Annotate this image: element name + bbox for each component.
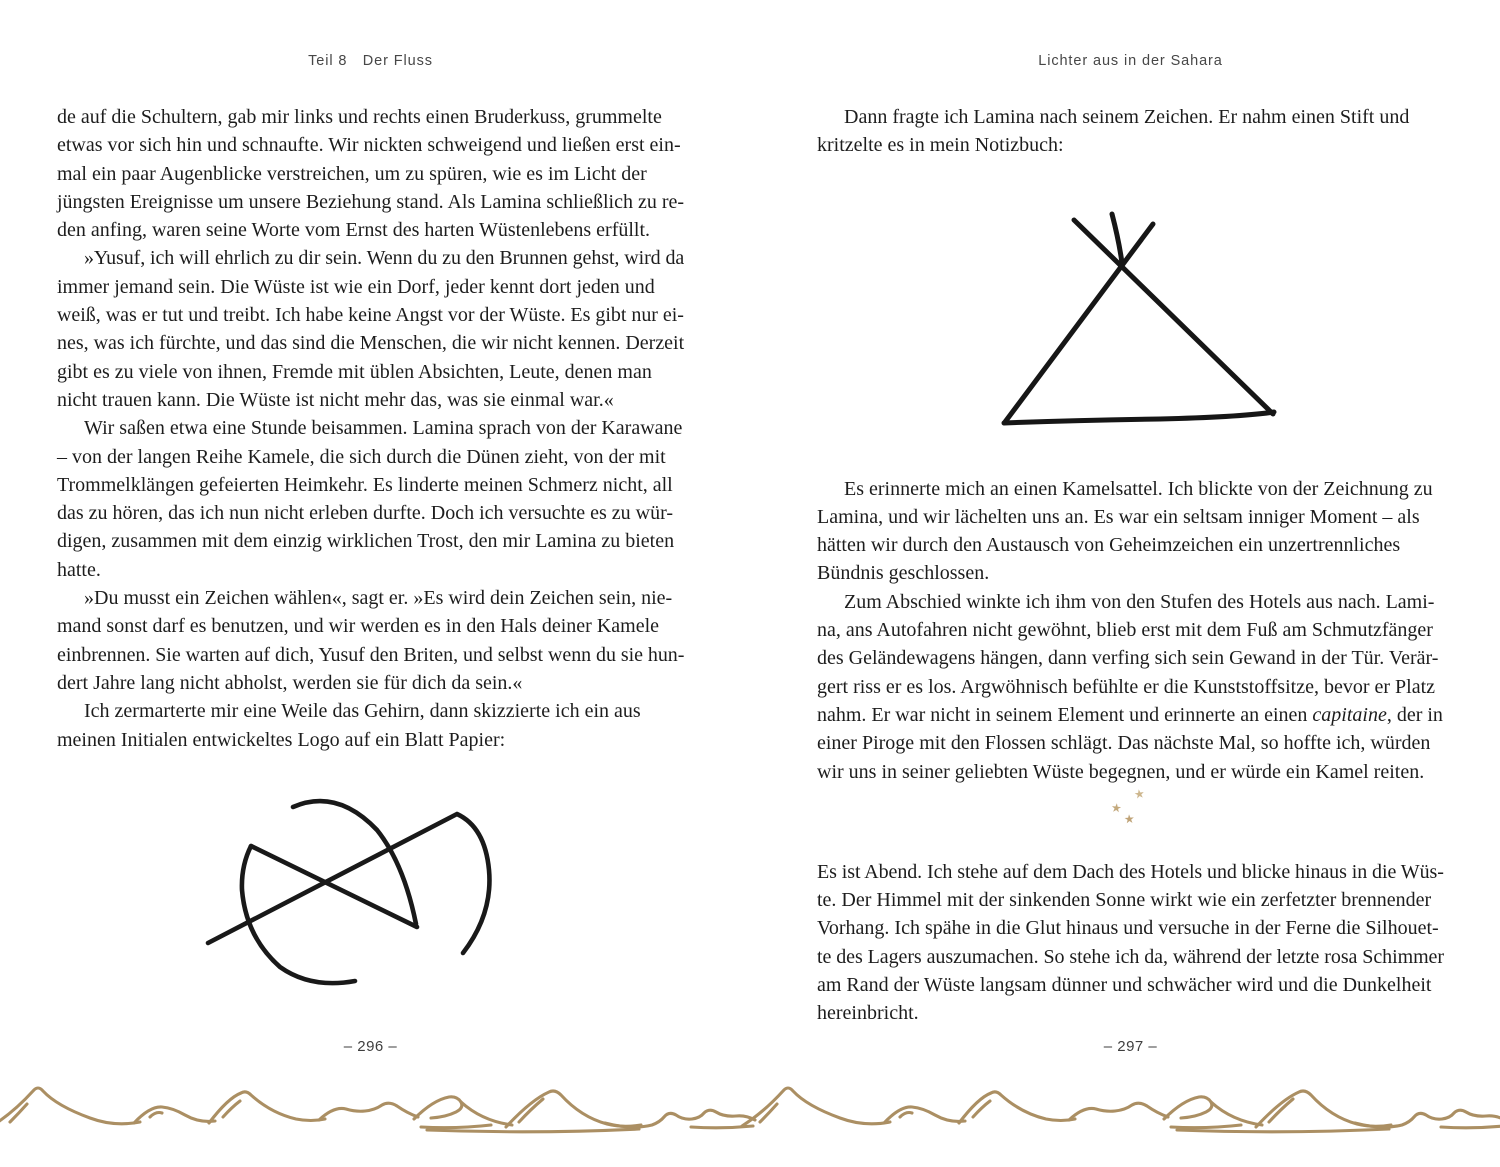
text-line: Bündnis geschlossen. [817, 562, 990, 585]
tipi-sketch-block [817, 193, 1444, 453]
text-line: dert Jahre lang nicht abholst, werden sie für dich da sein.« [57, 671, 523, 694]
page-number: – 296 – [343, 1038, 398, 1055]
tipi-sketch [960, 193, 1340, 453]
text-line: Es erinnerte mich an einen Kamelsattel. Ich blickte von der Zeichnung zu [844, 477, 1433, 500]
text-line: einer Piroge mit den Flossen schlägt. Das nächste Mal, so hoffte ich, würden [817, 732, 1431, 755]
text-line: Wir saßen etwa eine Stunde beisammen. Lamina sprach von der Karawane [84, 417, 683, 440]
text-line: gibt es zu viele von ihnen, Fremde mit üblen Absichten, Leute, denen man [57, 360, 652, 383]
paragraph [57, 414, 684, 584]
paragraph [57, 244, 684, 414]
text-line: immer jemand sein. Die Wüste ist wie ein Dorf, jeder kennt dort jeden und [57, 275, 655, 298]
initials-logo-sketch-block [57, 770, 684, 1030]
page-body [57, 103, 684, 1030]
text-line: Vorhang. Ich spähe in die Glut hinaus und versuche in der Ferne die Silhouet- [817, 917, 1439, 940]
text-line: mal ein paar Augenblicke verstreichen, um zu spüren, wie es im Licht der [57, 162, 647, 185]
text-line: digen, zusammen mit dem einzig wirklichen Trost, den mir Lamina zu bieten [57, 530, 675, 553]
text-line: hereinbricht. [817, 1002, 919, 1025]
text-line: wir uns in seiner geliebten Wüste begegnen, und er würde ein Kamel reiten. [817, 760, 1425, 783]
text-line: Lamina, und wir lächelten uns an. Es war ein seltsam inniger Moment – als [817, 505, 1420, 528]
text-line: das zu hören, das ich nun nicht erleben durfte. Doch ich versuchte es zu wür- [57, 502, 674, 525]
text-line: Dann fragte ich Lamina nach seinem Zeichen. Er nahm einen Stift und [844, 106, 1410, 128]
book-page-right [817, 0, 1444, 1167]
text-line: – von der langen Reihe Kamele, die sich durch die Dünen zieht, von der mit [57, 445, 666, 468]
stars-ornament [817, 786, 1444, 858]
text-line: »Yusuf, ich will ehrlich zu dir sein. Wenn du zu den Brunnen gehst, wird da [84, 247, 685, 270]
text-line: mand sonst darf es benutzen, und wir werden es in den Hals deiner Kamele [57, 615, 660, 638]
star-icon: ★ [1110, 800, 1123, 816]
paragraph [817, 588, 1444, 786]
paragraph [57, 697, 684, 754]
paragraph [57, 584, 684, 697]
text-line: kritzelte es in mein Notizbuch: [817, 134, 1064, 157]
paragraph [817, 858, 1444, 1028]
text-line: hatte. [57, 558, 101, 581]
text-line: nes, was ich fürchte, und das sind die Menschen, die wir nicht kennen. Derzeit [57, 332, 685, 355]
text-line: Zum Abschied winkte ich ihm von den Stufen des Hotels aus nach. Lami- [844, 590, 1435, 613]
running-header: Teil 8 Der Fluss [308, 53, 433, 69]
text-line: den anfing, waren seine Worte vom Ernst des harten Wüstenlebens erfüllt. [57, 219, 651, 242]
paragraph [817, 103, 1444, 160]
text-line: nahm. Er war nicht in seinem Element und erinnerte an einen capitaine, der in [817, 703, 1443, 726]
text-line: Ich zermarterte mir eine Weile das Gehirn, dann skizzierte ich ein aus [84, 700, 641, 723]
page-body [817, 103, 1444, 1028]
running-header: Lichter aus in der Sahara [1038, 53, 1223, 69]
text-line: am Rand der Wüste langsam dünner und schwächer wird und die Dunkelheit [817, 974, 1432, 997]
text-line: Es ist Abend. Ich stehe auf dem Dach des Hotels und blicke hinaus in die Wüs- [817, 860, 1444, 883]
initials-logo-sketch [170, 770, 590, 1030]
book-page-left [57, 0, 684, 1167]
desert-dunes-illustration [0, 1066, 1500, 1146]
paragraph [57, 103, 684, 244]
text-line: hätten wir durch den Austausch von Geheimzeichen ein unzertrennliches [817, 534, 1401, 557]
star-icon: ★ [1133, 786, 1146, 802]
text-line: etwas vor sich hin und schnaufte. Wir nickten schweigend und ließen erst ein- [57, 134, 681, 157]
text-line: te. Der Himmel mit der sinkenden Sonne wirkt wie ein zerfetzter brennender [817, 889, 1432, 912]
page-number: – 297 – [1103, 1038, 1158, 1055]
text-line: »Du musst ein Zeichen wählen«, sagt er. »Es wird dein Zeichen sein, nie- [84, 587, 673, 610]
text-line: des Geländewagens hängen, dann verfing sich sein Gewand in der Tür. Verär- [817, 647, 1439, 670]
text-line: na, ans Autofahren nicht gewöhnt, blieb erst mit dem Fuß am Schmutzfänger [817, 619, 1433, 642]
text-line: gert riss er es los. Argwöhnisch befühlte er die Kunststoffsitze, bevor er Platz [817, 675, 1436, 698]
text-line: de auf die Schultern, gab mir links und rechts einen Bruderkuss, grummelte [57, 106, 662, 128]
text-line: Trommelklängen gefeierten Heimkehr. Es linderte meinen Schmerz nicht, all [57, 473, 673, 496]
paragraph [817, 475, 1444, 588]
text-line: einbrennen. Sie warten auf dich, Yusuf den Briten, und selbst wenn du sie hun- [57, 643, 685, 666]
star-icon: ★ [1123, 811, 1136, 827]
text-line: te des Lagers auszumachen. So stehe ich da, während der letzte rosa Schimmer [817, 945, 1444, 968]
text-line: nicht trauen kann. Die Wüste ist nicht mehr das, was sie einmal war.« [57, 388, 614, 411]
text-line: weiß, was er tut und treibt. Ich habe keine Angst vor der Wüste. Es gibt nur ei- [57, 304, 684, 327]
text-line: meinen Initialen entwickeltes Logo auf ein Blatt Papier: [57, 728, 506, 751]
text-line: jüngsten Ereignisse um unsere Beziehung stand. Als Lamina schließlich zu re- [57, 190, 685, 213]
